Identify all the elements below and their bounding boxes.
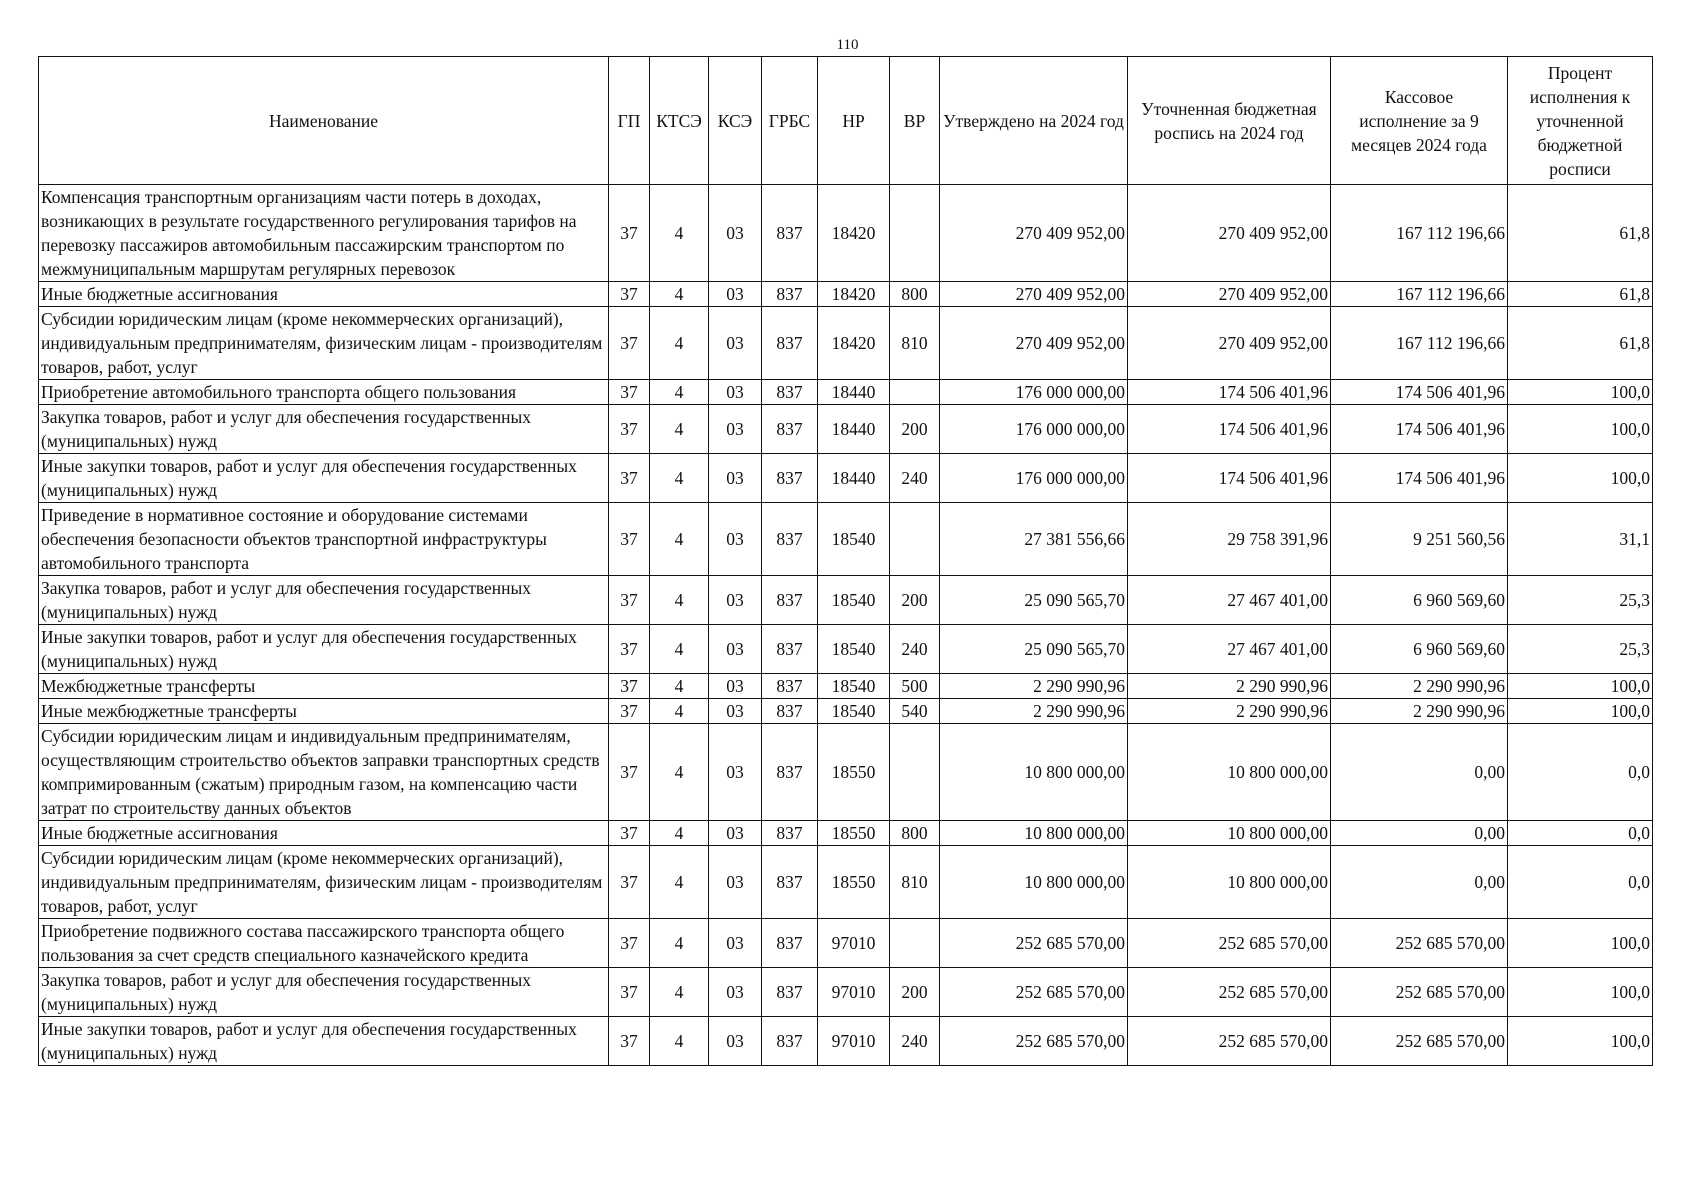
cell-approved: 2 290 990,96 bbox=[940, 699, 1128, 724]
cell-cash: 9 251 560,56 bbox=[1331, 503, 1508, 576]
cell-vr: 240 bbox=[890, 454, 940, 503]
cell-gp: 37 bbox=[609, 1017, 650, 1066]
cell-gp: 37 bbox=[609, 674, 650, 699]
cell-grbs: 837 bbox=[762, 724, 818, 821]
cell-grbs: 837 bbox=[762, 699, 818, 724]
cell-percent: 31,1 bbox=[1508, 503, 1653, 576]
table-row bbox=[39, 625, 1653, 674]
cell-grbs: 837 bbox=[762, 625, 818, 674]
header-kse: КСЭ bbox=[709, 57, 762, 185]
header-vr: ВР bbox=[890, 57, 940, 185]
page-number: 110 bbox=[836, 37, 859, 53]
cell-percent: 100,0 bbox=[1508, 405, 1653, 454]
cell-refined: 174 506 401,96 bbox=[1128, 380, 1331, 405]
cell-cash: 252 685 570,00 bbox=[1331, 1017, 1508, 1066]
cell-ktse: 4 bbox=[650, 1017, 709, 1066]
cell-approved: 176 000 000,00 bbox=[940, 380, 1128, 405]
cell-percent: 0,0 bbox=[1508, 821, 1653, 846]
cell-ktse: 4 bbox=[650, 968, 709, 1017]
cell-vr: 200 bbox=[890, 405, 940, 454]
cell-name: Компенсация транспортным организациям части потерь в доходах, возникающих в результате государственного регулирования тарифов на перевозку пассажиров автомобильным пассажирским транспортом по межмуниципальным маршрутам регулярных перевозок bbox=[39, 185, 609, 282]
cell-cash: 0,00 bbox=[1331, 821, 1508, 846]
table-row bbox=[39, 576, 1653, 625]
cell-kse: 03 bbox=[709, 185, 762, 282]
table-row bbox=[39, 1017, 1653, 1066]
cell-cash: 174 506 401,96 bbox=[1331, 380, 1508, 405]
cell-refined: 27 467 401,00 bbox=[1128, 625, 1331, 674]
header-grbs: ГРБС bbox=[762, 57, 818, 185]
cell-vr: 800 bbox=[890, 821, 940, 846]
cell-percent: 25,3 bbox=[1508, 576, 1653, 625]
cell-cash: 2 290 990,96 bbox=[1331, 699, 1508, 724]
cell-nr: 18420 bbox=[818, 307, 890, 380]
cell-approved: 2 290 990,96 bbox=[940, 674, 1128, 699]
cell-refined: 270 409 952,00 bbox=[1128, 282, 1331, 307]
cell-cash: 252 685 570,00 bbox=[1331, 919, 1508, 968]
cell-kse: 03 bbox=[709, 625, 762, 674]
cell-gp: 37 bbox=[609, 846, 650, 919]
cell-approved: 25 090 565,70 bbox=[940, 625, 1128, 674]
cell-percent: 25,3 bbox=[1508, 625, 1653, 674]
cell-kse: 03 bbox=[709, 1017, 762, 1066]
cell-gp: 37 bbox=[609, 307, 650, 380]
cell-kse: 03 bbox=[709, 405, 762, 454]
table-row bbox=[39, 821, 1653, 846]
cell-nr: 18540 bbox=[818, 699, 890, 724]
cell-cash: 6 960 569,60 bbox=[1331, 625, 1508, 674]
cell-ktse: 4 bbox=[650, 625, 709, 674]
cell-gp: 37 bbox=[609, 405, 650, 454]
cell-approved: 10 800 000,00 bbox=[940, 821, 1128, 846]
cell-name: Закупка товаров, работ и услуг для обеспечения государственных (муниципальных) нужд bbox=[39, 576, 609, 625]
cell-percent: 100,0 bbox=[1508, 674, 1653, 699]
cell-nr: 18540 bbox=[818, 625, 890, 674]
cell-vr: 800 bbox=[890, 282, 940, 307]
cell-ktse: 4 bbox=[650, 919, 709, 968]
cell-vr bbox=[890, 724, 940, 821]
cell-percent: 100,0 bbox=[1508, 968, 1653, 1017]
cell-ktse: 4 bbox=[650, 724, 709, 821]
cell-name: Иные закупки товаров, работ и услуг для обеспечения государственных (муниципальных) нужд bbox=[39, 454, 609, 503]
cell-vr: 240 bbox=[890, 1017, 940, 1066]
table-row bbox=[39, 380, 1653, 405]
cell-kse: 03 bbox=[709, 307, 762, 380]
cell-ktse: 4 bbox=[650, 503, 709, 576]
cell-gp: 37 bbox=[609, 503, 650, 576]
header-gp: ГП bbox=[609, 57, 650, 185]
cell-nr: 18420 bbox=[818, 185, 890, 282]
cell-kse: 03 bbox=[709, 821, 762, 846]
cell-gp: 37 bbox=[609, 380, 650, 405]
cell-approved: 25 090 565,70 bbox=[940, 576, 1128, 625]
cell-grbs: 837 bbox=[762, 503, 818, 576]
cell-percent: 61,8 bbox=[1508, 282, 1653, 307]
cell-name: Закупка товаров, работ и услуг для обеспечения государственных (муниципальных) нужд bbox=[39, 405, 609, 454]
table-row bbox=[39, 724, 1653, 821]
cell-nr: 18440 bbox=[818, 454, 890, 503]
cell-percent: 100,0 bbox=[1508, 1017, 1653, 1066]
cell-gp: 37 bbox=[609, 185, 650, 282]
cell-cash: 167 112 196,66 bbox=[1331, 185, 1508, 282]
cell-name: Иные закупки товаров, работ и услуг для обеспечения государственных (муниципальных) нужд bbox=[39, 1017, 609, 1066]
cell-gp: 37 bbox=[609, 919, 650, 968]
cell-grbs: 837 bbox=[762, 821, 818, 846]
cell-kse: 03 bbox=[709, 846, 762, 919]
cell-cash: 0,00 bbox=[1331, 724, 1508, 821]
cell-vr: 200 bbox=[890, 576, 940, 625]
cell-name: Иные межбюджетные трансферты bbox=[39, 699, 609, 724]
cell-gp: 37 bbox=[609, 282, 650, 307]
table-row bbox=[39, 699, 1653, 724]
cell-kse: 03 bbox=[709, 724, 762, 821]
cell-kse: 03 bbox=[709, 503, 762, 576]
table-row bbox=[39, 846, 1653, 919]
cell-refined: 270 409 952,00 bbox=[1128, 185, 1331, 282]
cell-approved: 270 409 952,00 bbox=[940, 185, 1128, 282]
cell-name: Приобретение автомобильного транспорта общего пользования bbox=[39, 380, 609, 405]
cell-name: Приобретение подвижного состава пассажирского транспорта общего пользования за счет средств специального казначейского кредита bbox=[39, 919, 609, 968]
cell-grbs: 837 bbox=[762, 282, 818, 307]
cell-vr bbox=[890, 185, 940, 282]
cell-nr: 18540 bbox=[818, 503, 890, 576]
cell-refined: 2 290 990,96 bbox=[1128, 674, 1331, 699]
cell-refined: 252 685 570,00 bbox=[1128, 968, 1331, 1017]
cell-approved: 252 685 570,00 bbox=[940, 919, 1128, 968]
cell-percent: 100,0 bbox=[1508, 380, 1653, 405]
cell-ktse: 4 bbox=[650, 454, 709, 503]
cell-nr: 18550 bbox=[818, 724, 890, 821]
header-cash: Кассовое исполнение за 9 месяцев 2024 года bbox=[1331, 57, 1508, 185]
cell-cash: 167 112 196,66 bbox=[1331, 282, 1508, 307]
header-name: Наименование bbox=[39, 57, 609, 185]
cell-refined: 10 800 000,00 bbox=[1128, 846, 1331, 919]
table-row bbox=[39, 307, 1653, 380]
cell-approved: 252 685 570,00 bbox=[940, 968, 1128, 1017]
cell-ktse: 4 bbox=[650, 307, 709, 380]
cell-cash: 174 506 401,96 bbox=[1331, 454, 1508, 503]
cell-ktse: 4 bbox=[650, 405, 709, 454]
cell-nr: 18540 bbox=[818, 576, 890, 625]
cell-vr: 540 bbox=[890, 699, 940, 724]
header-nr: НР bbox=[818, 57, 890, 185]
cell-vr: 240 bbox=[890, 625, 940, 674]
cell-grbs: 837 bbox=[762, 576, 818, 625]
cell-ktse: 4 bbox=[650, 282, 709, 307]
cell-ktse: 4 bbox=[650, 185, 709, 282]
cell-kse: 03 bbox=[709, 576, 762, 625]
cell-grbs: 837 bbox=[762, 307, 818, 380]
cell-gp: 37 bbox=[609, 625, 650, 674]
cell-percent: 61,8 bbox=[1508, 185, 1653, 282]
cell-vr: 810 bbox=[890, 307, 940, 380]
cell-name: Закупка товаров, работ и услуг для обеспечения государственных (муниципальных) нужд bbox=[39, 968, 609, 1017]
cell-gp: 37 bbox=[609, 968, 650, 1017]
table-row bbox=[39, 503, 1653, 576]
cell-kse: 03 bbox=[709, 699, 762, 724]
cell-percent: 0,0 bbox=[1508, 724, 1653, 821]
cell-cash: 167 112 196,66 bbox=[1331, 307, 1508, 380]
cell-gp: 37 bbox=[609, 576, 650, 625]
cell-approved: 10 800 000,00 bbox=[940, 846, 1128, 919]
cell-percent: 61,8 bbox=[1508, 307, 1653, 380]
cell-kse: 03 bbox=[709, 968, 762, 1017]
cell-cash: 0,00 bbox=[1331, 846, 1508, 919]
cell-ktse: 4 bbox=[650, 821, 709, 846]
header-percent: Процент исполнения к уточненной бюджетной росписи bbox=[1508, 57, 1653, 185]
cell-refined: 252 685 570,00 bbox=[1128, 1017, 1331, 1066]
header-refined: Уточненная бюджетная роспись на 2024 год bbox=[1128, 57, 1331, 185]
cell-approved: 27 381 556,66 bbox=[940, 503, 1128, 576]
cell-refined: 27 467 401,00 bbox=[1128, 576, 1331, 625]
cell-approved: 270 409 952,00 bbox=[940, 282, 1128, 307]
cell-nr: 18420 bbox=[818, 282, 890, 307]
cell-name: Иные закупки товаров, работ и услуг для обеспечения государственных (муниципальных) нужд bbox=[39, 625, 609, 674]
table-row bbox=[39, 968, 1653, 1017]
cell-grbs: 837 bbox=[762, 968, 818, 1017]
cell-gp: 37 bbox=[609, 699, 650, 724]
cell-percent: 100,0 bbox=[1508, 454, 1653, 503]
cell-name: Приведение в нормативное состояние и оборудование системами обеспечения безопасности объектов транспортной инфраструктуры автомобильного транспорта bbox=[39, 503, 609, 576]
cell-refined: 252 685 570,00 bbox=[1128, 919, 1331, 968]
cell-nr: 18550 bbox=[818, 846, 890, 919]
cell-name: Иные бюджетные ассигнования bbox=[39, 282, 609, 307]
cell-grbs: 837 bbox=[762, 405, 818, 454]
cell-ktse: 4 bbox=[650, 699, 709, 724]
cell-nr: 18550 bbox=[818, 821, 890, 846]
cell-refined: 29 758 391,96 bbox=[1128, 503, 1331, 576]
header-ktse: КТСЭ bbox=[650, 57, 709, 185]
cell-vr bbox=[890, 503, 940, 576]
cell-kse: 03 bbox=[709, 674, 762, 699]
cell-grbs: 837 bbox=[762, 674, 818, 699]
cell-ktse: 4 bbox=[650, 674, 709, 699]
table-row bbox=[39, 919, 1653, 968]
budget-table bbox=[38, 56, 1653, 1066]
cell-ktse: 4 bbox=[650, 576, 709, 625]
table-row bbox=[39, 405, 1653, 454]
cell-nr: 18440 bbox=[818, 405, 890, 454]
cell-nr: 97010 bbox=[818, 968, 890, 1017]
cell-approved: 176 000 000,00 bbox=[940, 454, 1128, 503]
cell-kse: 03 bbox=[709, 282, 762, 307]
cell-vr bbox=[890, 919, 940, 968]
cell-refined: 174 506 401,96 bbox=[1128, 405, 1331, 454]
cell-cash: 174 506 401,96 bbox=[1331, 405, 1508, 454]
cell-kse: 03 bbox=[709, 380, 762, 405]
cell-name: Иные бюджетные ассигнования bbox=[39, 821, 609, 846]
cell-refined: 10 800 000,00 bbox=[1128, 821, 1331, 846]
cell-kse: 03 bbox=[709, 919, 762, 968]
cell-vr: 500 bbox=[890, 674, 940, 699]
cell-percent: 0,0 bbox=[1508, 846, 1653, 919]
cell-nr: 18540 bbox=[818, 674, 890, 699]
cell-nr: 97010 bbox=[818, 919, 890, 968]
cell-approved: 270 409 952,00 bbox=[940, 307, 1128, 380]
cell-grbs: 837 bbox=[762, 846, 818, 919]
header-approved: Утверждено на 2024 год bbox=[940, 57, 1128, 185]
cell-vr bbox=[890, 380, 940, 405]
cell-name: Субсидии юридическим лицам (кроме некоммерческих организаций), индивидуальным предпринимателям, физическим лицам - производителям товаров, работ, услуг bbox=[39, 307, 609, 380]
header-row bbox=[39, 57, 1653, 185]
cell-gp: 37 bbox=[609, 821, 650, 846]
cell-kse: 03 bbox=[709, 454, 762, 503]
cell-gp: 37 bbox=[609, 724, 650, 821]
table-row bbox=[39, 282, 1653, 307]
cell-refined: 10 800 000,00 bbox=[1128, 724, 1331, 821]
cell-grbs: 837 bbox=[762, 185, 818, 282]
cell-name: Субсидии юридическим лицам (кроме некоммерческих организаций), индивидуальным предпринимателям, физическим лицам - производителям товаров, работ, услуг bbox=[39, 846, 609, 919]
cell-ktse: 4 bbox=[650, 846, 709, 919]
cell-grbs: 837 bbox=[762, 454, 818, 503]
cell-gp: 37 bbox=[609, 454, 650, 503]
table-row bbox=[39, 674, 1653, 699]
cell-cash: 6 960 569,60 bbox=[1331, 576, 1508, 625]
table-body bbox=[39, 185, 1653, 1066]
cell-ktse: 4 bbox=[650, 380, 709, 405]
cell-grbs: 837 bbox=[762, 380, 818, 405]
cell-grbs: 837 bbox=[762, 1017, 818, 1066]
cell-vr: 810 bbox=[890, 846, 940, 919]
cell-nr: 97010 bbox=[818, 1017, 890, 1066]
table-row bbox=[39, 185, 1653, 282]
cell-percent: 100,0 bbox=[1508, 699, 1653, 724]
cell-approved: 176 000 000,00 bbox=[940, 405, 1128, 454]
cell-percent: 100,0 bbox=[1508, 919, 1653, 968]
cell-approved: 10 800 000,00 bbox=[940, 724, 1128, 821]
cell-vr: 200 bbox=[890, 968, 940, 1017]
cell-cash: 252 685 570,00 bbox=[1331, 968, 1508, 1017]
cell-nr: 18440 bbox=[818, 380, 890, 405]
table-row bbox=[39, 454, 1653, 503]
cell-cash: 2 290 990,96 bbox=[1331, 674, 1508, 699]
cell-name: Межбюджетные трансферты bbox=[39, 674, 609, 699]
cell-approved: 252 685 570,00 bbox=[940, 1017, 1128, 1066]
cell-refined: 2 290 990,96 bbox=[1128, 699, 1331, 724]
cell-refined: 270 409 952,00 bbox=[1128, 307, 1331, 380]
cell-name: Субсидии юридическим лицам и индивидуальным предпринимателям, осуществляющим строительство объектов заправки транспортных средств компримированным (сжатым) природным газом, на компенсацию части затрат по строительству данных объектов bbox=[39, 724, 609, 821]
cell-grbs: 837 bbox=[762, 919, 818, 968]
cell-refined: 174 506 401,96 bbox=[1128, 454, 1331, 503]
